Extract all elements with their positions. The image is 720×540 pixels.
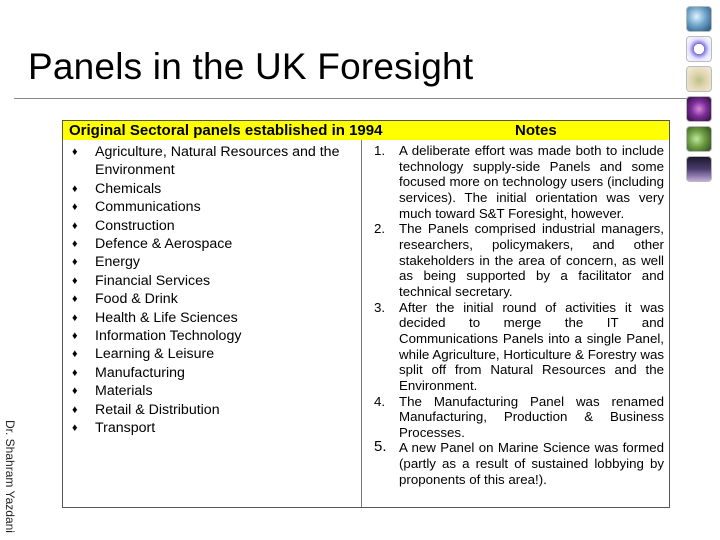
diamond-bullet-icon: ♦ [72, 182, 78, 195]
sector-label: Learning & Leisure [95, 346, 215, 363]
diamond-bullet-icon: ♦ [72, 293, 78, 306]
list-item [63, 253, 361, 271]
note-item [371, 221, 664, 299]
sector-label: Construction [95, 217, 175, 234]
sector-label: Agriculture, Natural Resources and the Environment [95, 144, 340, 179]
column-divider [361, 140, 362, 507]
diamond-bullet-icon: ♦ [72, 256, 78, 269]
note-text: A new Panel on Marine Science was formed (partly as a result of sustained lobbying by proponents of this area!). [399, 440, 664, 487]
note-text: After the initial round of activities it was decided to merge the IT and Communications Panels into a single Panel, while Agriculture, Horticulture & Forestry was split off from Natural Resources and the Environment. [399, 299, 664, 393]
list-item [63, 309, 361, 327]
diamond-bullet-icon: ♦ [72, 366, 78, 379]
sectoral-panels-heading: Original Sectoral panels established in 1994 [69, 122, 383, 139]
note-item [371, 143, 664, 221]
note-number: 3. [374, 299, 386, 315]
diamond-bullet-icon: ♦ [72, 422, 78, 435]
table-header [63, 121, 669, 140]
list-item [63, 382, 361, 400]
orbit-thumbnail-icon[interactable] [686, 36, 712, 62]
list-item [63, 345, 361, 363]
list-item [63, 217, 361, 235]
cell-thumbnail-icon[interactable] [686, 66, 712, 92]
diamond-bullet-icon: ♦ [72, 274, 78, 287]
diamond-bullet-icon: ♦ [72, 146, 78, 158]
list-item [63, 290, 361, 308]
diamond-bullet-icon: ♦ [72, 311, 78, 324]
list-item [63, 180, 361, 198]
plant-thumbnail-icon[interactable] [686, 126, 712, 152]
list-item [63, 235, 361, 253]
sector-label: Communications [95, 199, 201, 216]
diamond-bullet-icon: ♦ [72, 238, 78, 251]
sector-label: Chemicals [95, 180, 162, 197]
sector-label: Retail & Distribution [95, 401, 220, 418]
note-number: 1. [374, 143, 386, 158]
list-item [63, 419, 361, 437]
note-text: The Manufacturing Panel was renamed Manufacturing, Production & Business Processes. [399, 393, 664, 440]
note-item [371, 300, 664, 394]
sector-list [63, 143, 361, 438]
list-item [63, 327, 361, 345]
list-item [63, 401, 361, 419]
note-number: 4. [374, 393, 386, 409]
note-text: A deliberate effort was made both to include technology supply-side Panels and some focused more on technology users (including services). The initial orientation was very much toward S&T Foresight, however. [399, 143, 664, 221]
note-item [371, 440, 664, 487]
slide-title: Panels in the UK Foresight [28, 46, 474, 87]
sector-label: Energy [95, 254, 140, 271]
note-number: 2. [374, 221, 386, 237]
list-item [63, 272, 361, 290]
notes-heading: Notes [515, 122, 557, 139]
author-caption: Dr. Shahram Yazdani [3, 420, 17, 533]
diamond-bullet-icon: ♦ [72, 330, 78, 343]
night-thumbnail-icon[interactable] [686, 156, 712, 182]
sector-label: Food & Drink [95, 291, 178, 308]
sector-label: Materials [95, 383, 153, 400]
flower-thumbnail-icon[interactable] [686, 96, 712, 122]
note-text: The Panels comprised industrial managers, researchers, policymakers, and other stakeholders in the area of concern, as well as being supported by a facilitator and technical secretary. [399, 221, 664, 299]
list-item [63, 364, 361, 382]
notes-list [371, 143, 664, 487]
note-number: 5. [374, 438, 387, 456]
sector-label: Health & Life Sciences [95, 309, 238, 326]
note-item [371, 394, 664, 441]
panels-table [62, 120, 670, 508]
diamond-bullet-icon: ♦ [72, 403, 78, 416]
diamond-bullet-icon: ♦ [72, 201, 78, 214]
sector-label: Information Technology [95, 328, 242, 345]
diamond-bullet-icon: ♦ [72, 348, 78, 361]
globe-thumbnail-icon[interactable] [686, 6, 712, 32]
sector-label: Defence & Aerospace [95, 236, 233, 253]
list-item [63, 198, 361, 216]
sector-label: Transport [95, 420, 156, 437]
diamond-bullet-icon: ♦ [72, 219, 78, 232]
list-item [63, 143, 361, 180]
diamond-bullet-icon: ♦ [72, 385, 78, 398]
sector-label: Financial Services [95, 272, 211, 289]
sector-label: Manufacturing [95, 364, 185, 381]
title-divider [14, 98, 687, 99]
thumbnail-strip [686, 6, 712, 182]
